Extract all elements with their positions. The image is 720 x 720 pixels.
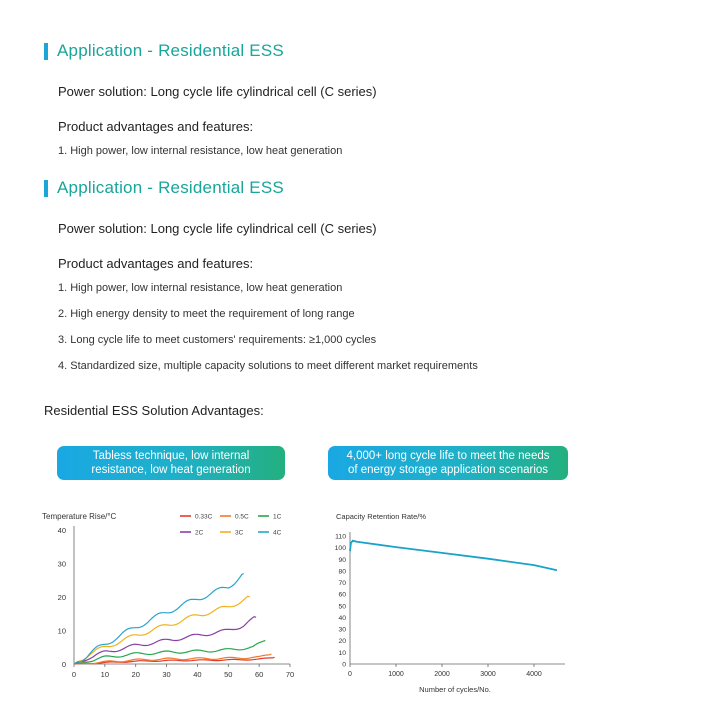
section-2-feature-3: 3. Long cycle life to meet customers' requirements: ≥1,000 cycles xyxy=(58,334,377,346)
chart-1-legend-label: 3C xyxy=(235,529,244,537)
chart-1-y-tick-label: 10 xyxy=(57,626,66,636)
chart-1-y-tick-label: 0 xyxy=(61,660,66,669)
pill-line: resistance, low heat generation xyxy=(91,464,251,476)
chart-1-x-tick-label: 30 xyxy=(162,670,171,679)
chart-2-series-line xyxy=(350,541,557,571)
section-2-features-heading: Product advantages and features: xyxy=(58,256,254,271)
chart-1-x-tick-label: 10 xyxy=(100,670,110,679)
chart-2-ylabel: Capacity Retention Rate/% xyxy=(336,512,427,521)
advantages-title: Residential ESS Solution Advantages: xyxy=(44,403,264,418)
chart-2-xlabel: Number of cycles/No. xyxy=(419,685,491,694)
pill-line: 4,000+ long cycle life to meet the needs xyxy=(346,450,550,462)
chart-1-x-tick-label: 20 xyxy=(131,670,140,679)
section-1-title: Application - Residential ESS xyxy=(57,41,284,60)
chart-2-y-tick-label: 70 xyxy=(338,580,346,588)
chart-2-y-tick-label: 100 xyxy=(334,545,346,553)
chart-1-x-tick-label: 70 xyxy=(285,670,295,679)
chart-1-x-tick-label: 60 xyxy=(254,670,264,679)
chart-2-y-tick-label: 20 xyxy=(338,638,346,646)
pill-line: Tabless technique, low internal xyxy=(92,450,250,462)
pill-line: of energy storage application scenarios xyxy=(347,464,549,476)
chart-1-legend-label: 0.5C xyxy=(235,513,249,521)
chart-2-x-tick-label: 2000 xyxy=(434,671,450,678)
section-2-title: Application - Residential ESS xyxy=(57,178,284,197)
chart-2-x-tick-label: 4000 xyxy=(526,671,542,678)
chart-1-ylabel: Temperature Rise/°C xyxy=(42,512,117,521)
chart-1-legend-label: 1C xyxy=(273,513,282,521)
section-1-power-solution: Power solution: Long cycle life cylindrical cell (C series) xyxy=(58,84,377,99)
chart-2-y-tick-label: 60 xyxy=(338,591,346,599)
section-2-feature-2: 2. High energy density to meet the requirement of long range xyxy=(58,308,355,320)
chart-1-x-tick-label: 50 xyxy=(224,670,233,679)
chart-2-y-tick-label: 0 xyxy=(342,661,346,669)
chart-2-y-tick-label: 40 xyxy=(338,614,346,622)
chart-1-y-tick-label: 30 xyxy=(57,559,66,569)
chart-2-y-tick-label: 110 xyxy=(335,533,346,541)
chart-1-legend-label: 4C xyxy=(273,529,282,537)
chart-2-y-tick-label: 80 xyxy=(338,568,346,576)
section-1-feature-1: 1. High power, low internal resistance, low heat generation xyxy=(58,145,343,157)
chart-2-x-tick-label: 0 xyxy=(348,671,352,678)
section-2-power-solution: Power solution: Long cycle life cylindrical cell (C series) xyxy=(58,221,377,236)
section-2-feature-4: 4. Standardized size, multiple capacity solutions to meet different market requirements xyxy=(58,360,478,372)
chart-1-x-tick-label: 0 xyxy=(71,670,77,679)
chart-2-y-tick-label: 30 xyxy=(338,626,346,634)
chart-2-y-tick-label: 90 xyxy=(338,556,346,564)
chart-2-y-tick-label: 50 xyxy=(338,603,346,611)
section-2-feature-1: 1. High power, low internal resistance, low heat generation xyxy=(58,282,343,294)
section-1-features-heading: Product advantages and features: xyxy=(58,119,254,134)
chart-1-x-tick-label: 40 xyxy=(193,670,202,679)
chart-1-y-tick-label: 40 xyxy=(57,526,66,535)
chart-1-legend-label: 2C xyxy=(195,529,204,537)
chart-2-y-tick-label: 10 xyxy=(338,649,346,657)
chart-1-legend-label: 0.33C xyxy=(195,513,213,521)
chart-1-y-tick-label: 20 xyxy=(57,593,66,602)
chart-2-x-tick-label: 1000 xyxy=(388,671,404,678)
chart-2-x-tick-label: 3000 xyxy=(480,671,496,678)
